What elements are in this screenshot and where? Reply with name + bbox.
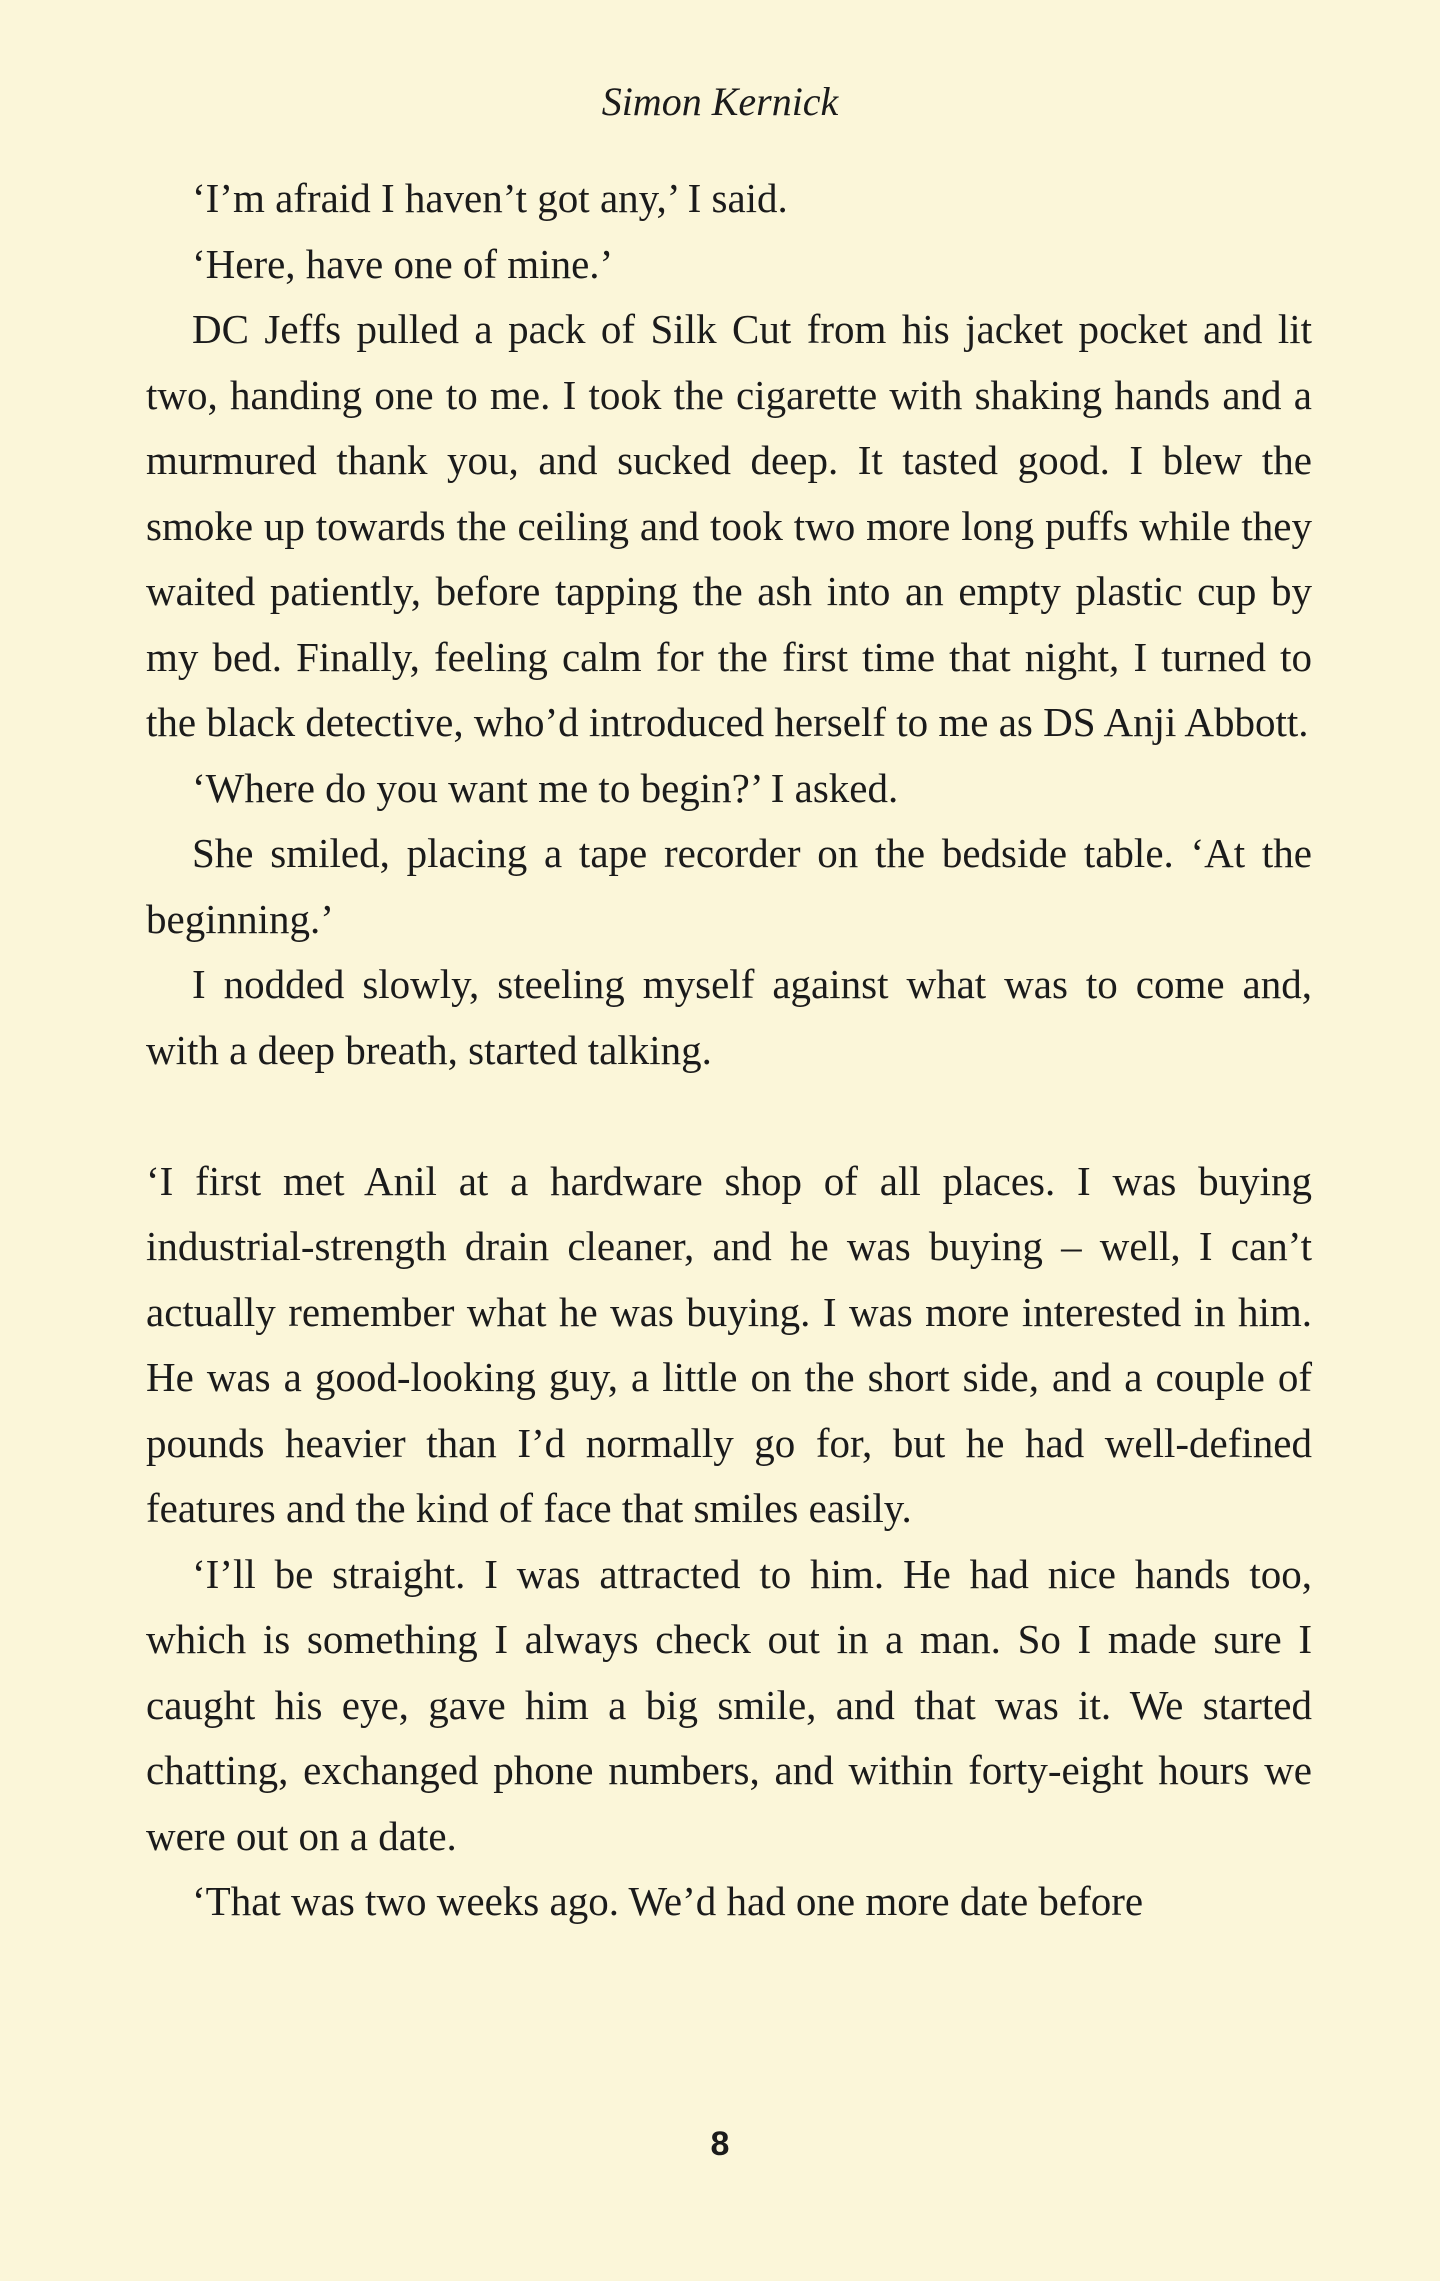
- paragraph: ‘I’m afraid I haven’t got any,’ I said.: [192, 175, 788, 221]
- body-text: [146, 166, 1312, 1935]
- section-break: [146, 1083, 1312, 1149]
- paragraph: ‘I’ll be straight. I was attracted to him. He had nice hands too, which is something I always check out in a man. So I made sure I caught his eye, gave him a big smile, and that was it. We started chatting, exchanged phone numbers, and within forty-eight hours we were out on a date.: [146, 1550, 1312, 1859]
- paragraph: I nodded slowly, steeling myself against what was to come and, with a deep breath, started talking.: [146, 961, 1312, 1073]
- paragraph: ‘Where do you want me to begin?’ I asked.: [192, 764, 899, 811]
- page-number: 8: [710, 2125, 730, 2163]
- paragraph: ‘Here, have one of mine.’: [192, 240, 614, 287]
- running-head: Simon Kernick: [601, 79, 839, 124]
- paragraph: ‘I first met Anil at a hardware shop of all places. I was buying industrial-strength drain cleaner, and he was buying – well, I can’t actually remember what he was buying. I was more interested in him. He was a good-looking guy, a little on the short side, and a couple of pounds heavier than I’d normally go for, but he had well-defined features and the kind of face that smiles easily.: [146, 1157, 1312, 1531]
- paragraph: She smiled, placing a tape recorder on the bedside table. ‘At the beginning.’: [146, 830, 1312, 942]
- paragraph: DC Jeffs pulled a pack of Silk Cut from his jacket pocket and lit two, handing one to me. I took the cigarette with shaking hands and a murmured thank you, and sucked deep. It tasted good. I blew the smoke up towards the ceiling and took two more long puffs while they waited patiently, before tapping the ash into an empty plastic cup by my bed. Finally, feeling calm for the first time that night, I turned to the black detective, who’d introduced herself to me as DS Anji Abbott.: [146, 306, 1312, 745]
- paragraph: ‘That was two weeks ago. We’d had one more date before: [192, 1878, 1144, 1924]
